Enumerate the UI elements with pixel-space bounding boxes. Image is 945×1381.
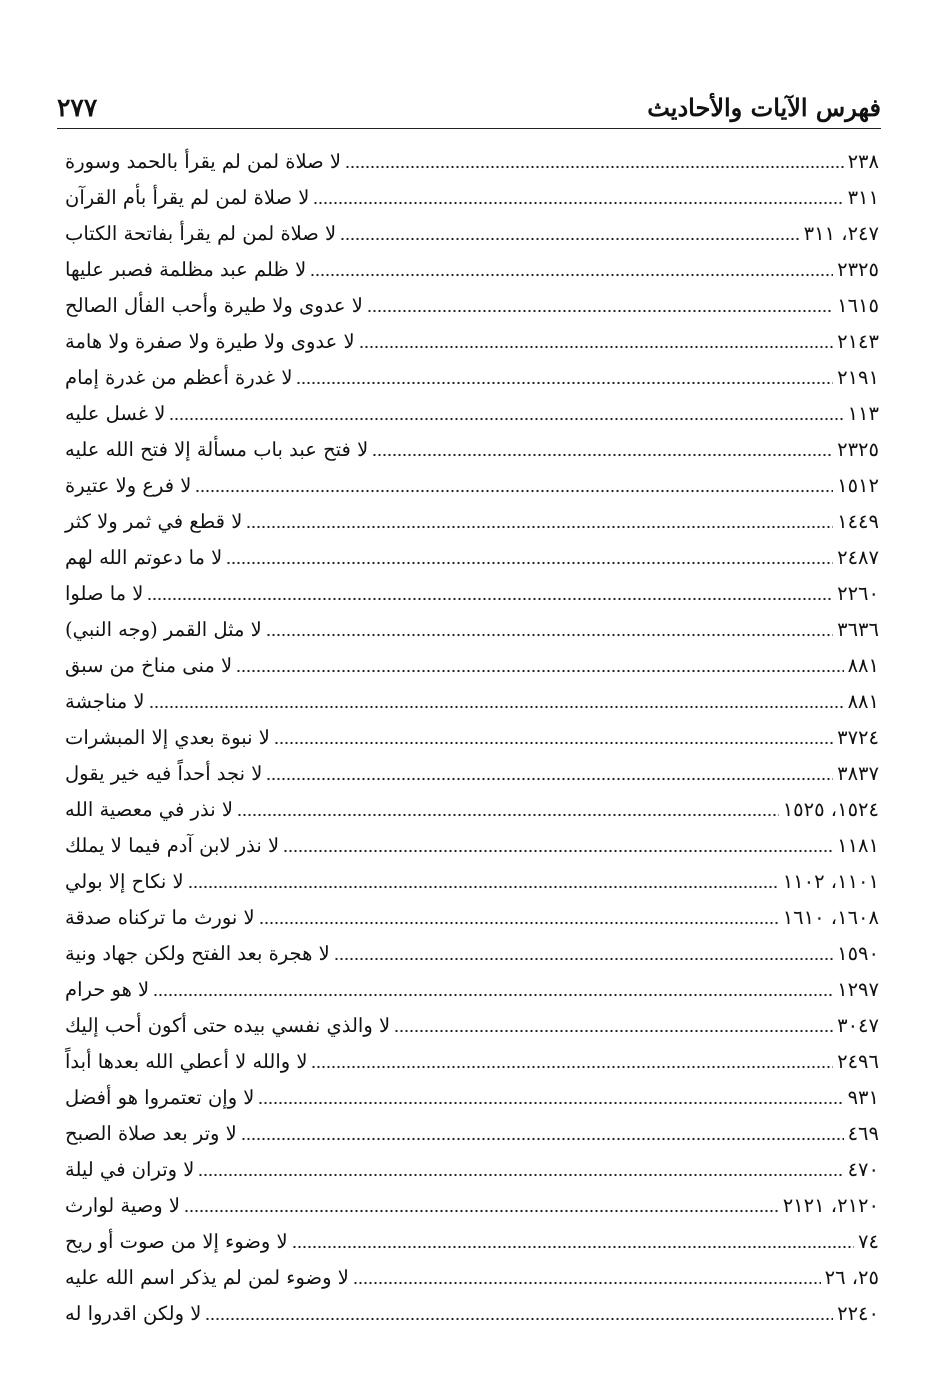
index-entry xyxy=(57,1007,879,1043)
index-entry xyxy=(57,863,879,899)
entry-text: لا وضوء إلا من صوت أو ريح xyxy=(65,1229,288,1253)
dot-leader xyxy=(198,1173,843,1177)
entry-reference-numbers: ٢٤٨٧ xyxy=(837,545,879,569)
index-list xyxy=(57,143,879,1331)
dot-leader xyxy=(292,1245,854,1249)
index-entry xyxy=(57,179,879,215)
dot-leader xyxy=(311,1065,833,1069)
dot-leader xyxy=(367,309,833,313)
dot-leader xyxy=(236,669,843,673)
entry-text: لا مثل القمر (وجه النبي) xyxy=(65,617,262,641)
entry-reference-numbers: ١١٠١، ١١٠٢ xyxy=(782,869,879,893)
dot-leader xyxy=(195,489,833,493)
dot-leader xyxy=(296,381,833,385)
entry-text: لا نكاح إلا بولي xyxy=(65,869,184,893)
index-entry xyxy=(57,359,879,395)
entry-reference-numbers: ١٥١٢ xyxy=(837,473,879,497)
entry-text: لا نذر في معصية الله xyxy=(65,797,233,821)
dot-leader xyxy=(266,633,833,637)
index-entry xyxy=(57,1151,879,1187)
index-entry xyxy=(57,647,879,683)
entry-text: لا منى مناخ من سبق xyxy=(65,653,233,677)
entry-reference-numbers: ١٤٤٩ xyxy=(837,509,879,533)
index-entry xyxy=(57,1079,879,1115)
entry-text: لا عدوى ولا طيرة وأحب الفأل الصالح xyxy=(65,293,363,317)
entry-text: لا عدوى ولا طيرة ولا صفرة ولا هامة xyxy=(65,329,355,353)
dot-leader xyxy=(258,1101,843,1105)
dot-leader xyxy=(334,957,833,961)
entry-reference-numbers: ١٦١٥ xyxy=(837,293,879,317)
entry-reference-numbers: ١٢٩٧ xyxy=(837,977,879,1001)
entry-reference-numbers: ٢١٢٠، ٢١٢١ xyxy=(782,1193,879,1217)
entry-reference-numbers: ٢١٩١ xyxy=(837,365,879,389)
dot-leader xyxy=(274,741,833,745)
entry-text: لا فرع ولا عتيرة xyxy=(65,473,192,497)
index-entry xyxy=(57,1223,879,1259)
entry-text: لا صلاة لمن لم يقرأ بفاتحة الكتاب xyxy=(65,221,337,245)
entry-text: لا وتر بعد صلاة الصبح xyxy=(65,1121,237,1145)
entry-reference-numbers: ٨٨١ xyxy=(847,653,879,677)
entry-text: لا وضوء لمن لم يذكر اسم الله عليه xyxy=(65,1265,349,1289)
dot-leader xyxy=(205,1317,833,1321)
dot-leader xyxy=(359,345,834,349)
index-entry xyxy=(57,719,879,755)
dot-leader xyxy=(353,1281,821,1285)
index-entry xyxy=(57,575,879,611)
dot-leader xyxy=(266,777,833,781)
index-entry xyxy=(57,503,879,539)
dot-leader xyxy=(310,273,833,277)
index-entry xyxy=(57,215,879,251)
index-entry xyxy=(57,1259,879,1295)
entry-reference-numbers: ٢٥، ٢٦ xyxy=(824,1265,879,1289)
index-entry xyxy=(57,251,879,287)
entry-reference-numbers: ١٦٠٨، ١٦١٠ xyxy=(782,905,879,929)
entry-text: لا وإن تعتمروا هو أفضل xyxy=(65,1085,255,1109)
entry-reference-numbers: ٢٣٢٥ xyxy=(837,257,879,281)
entry-text: لا نبوة بعدي إلا المبشرات xyxy=(65,725,270,749)
page-header xyxy=(57,78,881,122)
index-entry xyxy=(57,935,879,971)
index-entry xyxy=(57,143,879,179)
index-entry xyxy=(57,899,879,935)
index-entry xyxy=(57,827,879,863)
entry-text: لا نذر لابن آدم فيما لا يملك xyxy=(65,833,280,857)
entry-reference-numbers: ١١٨١ xyxy=(837,833,879,857)
index-entry xyxy=(57,755,879,791)
page-number: ٢٧٧ xyxy=(57,93,98,122)
entry-reference-numbers: ٧٤ xyxy=(858,1229,879,1253)
entry-reference-numbers: ٣٨٣٧ xyxy=(837,761,879,785)
entry-reference-numbers: ٢٣٨ xyxy=(847,149,879,173)
dot-leader xyxy=(394,1029,833,1033)
entry-text: لا والذي نفسي بيده حتى أكون أحب إليك xyxy=(65,1013,391,1037)
index-entry xyxy=(57,287,879,323)
index-entry xyxy=(57,683,879,719)
entry-reference-numbers: ٤٦٩ xyxy=(847,1121,879,1145)
entry-text: لا ظلم عبد مظلمة فصبر عليها xyxy=(65,257,307,281)
entry-text: لا غدرة أعظم من غدرة إمام xyxy=(65,365,293,389)
dot-leader xyxy=(153,993,833,997)
dot-leader xyxy=(184,1209,779,1213)
entry-reference-numbers: ٢٢٤٠ xyxy=(837,1301,879,1325)
index-entry xyxy=(57,791,879,827)
dot-leader xyxy=(226,561,833,565)
entry-text: لا ما دعوتم الله لهم xyxy=(65,545,223,569)
dot-leader xyxy=(147,597,833,601)
entry-reference-numbers: ٢٤٩٦ xyxy=(837,1049,879,1073)
entry-text: لا مناجشة xyxy=(65,689,145,713)
dot-leader xyxy=(340,237,799,241)
entry-text: لا هجرة بعد الفتح ولكن جهاد ونية xyxy=(65,941,330,965)
dot-leader xyxy=(241,1137,844,1141)
entry-text: لا صلاة لمن لم يقرأ بالحمد وسورة xyxy=(65,149,342,173)
dot-leader xyxy=(372,453,833,457)
index-entry xyxy=(57,1043,879,1079)
page-title: فهرس الآيات والأحاديث xyxy=(647,93,881,122)
index-entry xyxy=(57,539,879,575)
entry-text: لا غسل عليه xyxy=(65,401,166,425)
dot-leader xyxy=(345,165,844,169)
entry-text: لا فتح عبد باب مسألة إلا فتح الله عليه xyxy=(65,437,369,461)
entry-reference-numbers: ٣١١ xyxy=(847,185,879,209)
entry-text: لا وتران في ليلة xyxy=(65,1157,195,1181)
entry-reference-numbers: ٣٧٢٤ xyxy=(837,725,879,749)
index-entry xyxy=(57,1187,879,1223)
dot-leader xyxy=(313,201,843,205)
entry-reference-numbers: ٣٦٣٦ xyxy=(837,617,879,641)
entry-reference-numbers: ١١٣ xyxy=(847,401,879,425)
index-entry xyxy=(57,395,879,431)
entry-reference-numbers: ١٥٢٤، ١٥٢٥ xyxy=(782,797,879,821)
entry-reference-numbers: ٢٣٢٥ xyxy=(837,437,879,461)
header-divider xyxy=(57,128,881,129)
index-entry xyxy=(57,611,879,647)
entry-reference-numbers: ٨٨١ xyxy=(847,689,879,713)
dot-leader xyxy=(283,849,833,853)
dot-leader xyxy=(246,525,833,529)
entry-text: لا وصية لوارث xyxy=(65,1193,181,1217)
entry-text: لا ولكن اقدروا له xyxy=(65,1301,202,1325)
entry-reference-numbers: ١٥٩٠ xyxy=(837,941,879,965)
index-entry xyxy=(57,1295,879,1331)
index-entry xyxy=(57,1115,879,1151)
dot-leader xyxy=(169,417,843,421)
entry-text: لا صلاة لمن لم يقرأ بأم القرآن xyxy=(65,185,310,209)
entry-text: لا قطع في ثمر ولا كثر xyxy=(65,509,243,533)
entry-text: لا نورث ما تركناه صدقة xyxy=(65,905,255,929)
entry-reference-numbers: ٢١٤٣ xyxy=(837,329,879,353)
dot-leader xyxy=(149,705,844,709)
entry-reference-numbers: ٤٧٠ xyxy=(847,1157,879,1181)
entry-text: لا والله لا أعطي الله بعدها أبداً xyxy=(65,1049,308,1073)
entry-reference-numbers: ٩٣١ xyxy=(847,1085,879,1109)
entry-reference-numbers: ٢٤٧، ٣١١ xyxy=(803,221,879,245)
entry-text: لا هو حرام xyxy=(65,977,150,1001)
index-entry xyxy=(57,323,879,359)
dot-leader xyxy=(188,885,779,889)
entry-text: لا ما صلوا xyxy=(65,581,144,605)
index-entry xyxy=(57,467,879,503)
entry-text: لا نجد أحداً فيه خير يقول xyxy=(65,761,263,785)
entry-reference-numbers: ٢٢٦٠ xyxy=(837,581,879,605)
index-entry xyxy=(57,431,879,467)
index-entry xyxy=(57,971,879,1007)
dot-leader xyxy=(259,921,779,925)
dot-leader xyxy=(237,813,779,817)
entry-reference-numbers: ٣٠٤٧ xyxy=(837,1013,879,1037)
